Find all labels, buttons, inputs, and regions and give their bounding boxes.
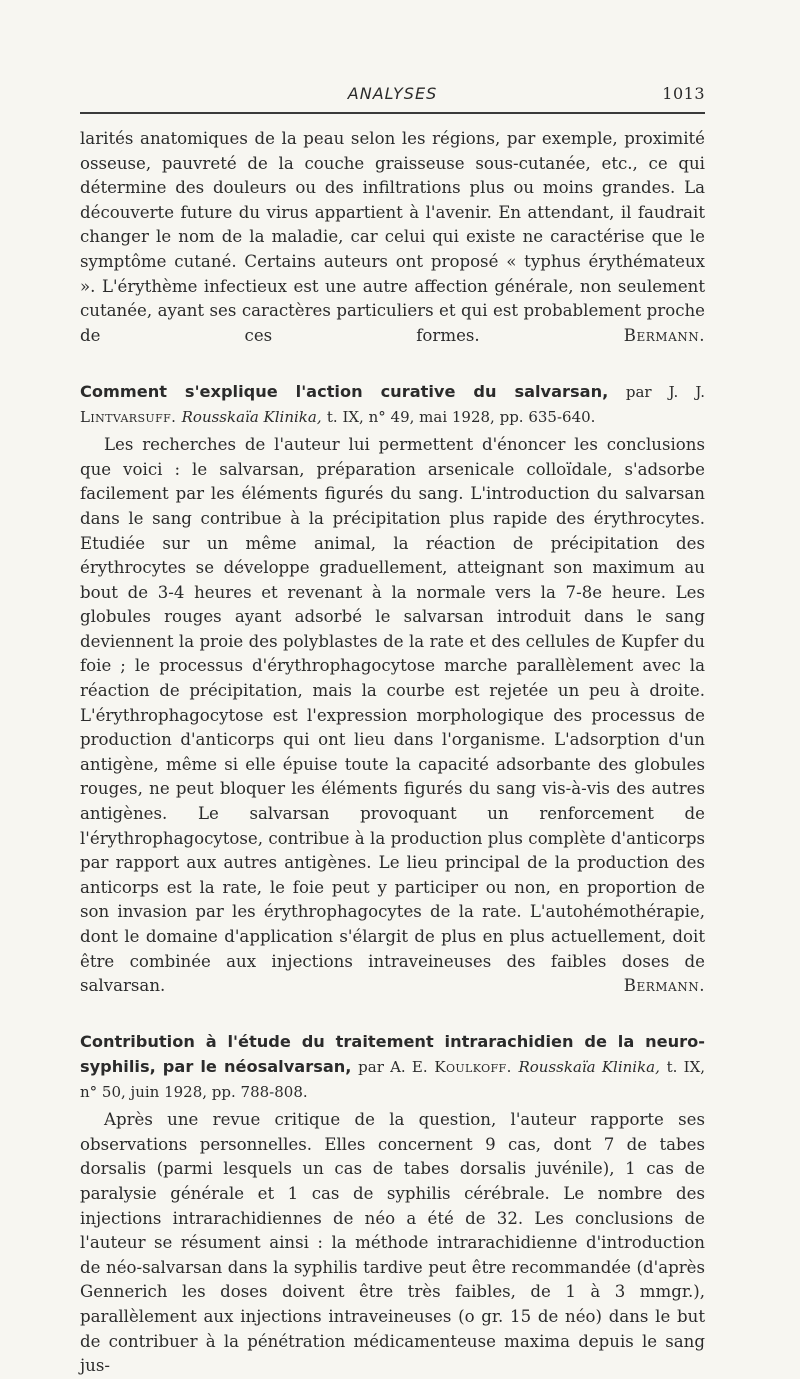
citation: t. IX, n° 50, juin 1928, pp. 788-808. xyxy=(80,1057,706,1101)
running-title: ANALYSES xyxy=(347,84,438,103)
journal-name: Rousskaïa Klinika, xyxy=(181,407,322,426)
citation: t. IX, n° 49, mai 1928, pp. 635-640. xyxy=(326,407,596,426)
author-prefix: par J. J. xyxy=(625,382,705,401)
author-name: Koulkoff. xyxy=(434,1057,512,1076)
page-body xyxy=(80,127,705,1379)
signature: Bermann. xyxy=(623,976,705,996)
journal-name: Rousskaïa Klinika, xyxy=(518,1057,660,1076)
article-heading xyxy=(80,380,705,429)
article-heading xyxy=(80,1030,705,1104)
article-title: Contribution à l'étude du traitement intrarachidien de la neuro-syphilis, par le néosalvarsan, xyxy=(80,1032,705,1076)
article-body: Les recherches de l'auteur lui permettent d'énoncer les conclusions que voici : le salvarsan, préparation arsenicale colloïdale, s'adsorbe facilement par les éléments figurés du sang. L'introduction du salvarsan dans le sang contribue à la précipitation plus rapide des érythrocytes. Etudiée sur un même animal, la réaction de précipitation des érythrocytes se développe graduellement, atteignant son maximum au bout de 3-4 heures et revenant à la normale vers la 7-8e heure. Les globules rouges ayant adsorbé le salvarsan introduit dans le sang deviennent la proie des polyblastes de la rate et des cellules de Kupfer du foie ; le processus d'érythrophagocytose marche parallèlement avec la réaction de précipitation, mais la courbe est rejetée un peu à droite. L'érythrophagocytose est l'expression morphologique des processus de production d'anticorps qui ont lieu dans l'organisme. L'adsorption d'un antigène, même si elle épuise toute la capacité adsorbante des globules rouges, ne peut bloquer les éléments figurés du sang vis-à-vis des autres antigènes. Le salvarsan provoquant un renforcement de l'érythrophagocytose, contribue à la production plus complète d'anticorps par rapport aux autres antigènes. Le lieu principal de la production des anticorps est la rate, le foie peut y participer ou non, en proportion de son invasion par les érythrophagocytes de la rate. L'autohémothérapie, dont le domaine d'application s'élargit de plus en plus actuellement, doit être combinée aux injections intraveineuses des faibles doses de salvarsan. xyxy=(80,435,705,996)
article-text xyxy=(80,1108,705,1379)
page-number: 1013 xyxy=(662,84,705,103)
article-continuation xyxy=(80,127,705,373)
article-body: Après une revue critique de la question, l'auteur rapporte ses observations personnelles. Elles concernent 9 cas, dont 7 de tabes dorsalis (parmi lesquels un cas de tabes dorsalis juvénile), 1 cas de paralysie générale et 1 cas de syphilis cérébrale. Le nombre des injections intrarachidiennes de néo a été de 32. Les conclusions de l'auteur se résument ainsi : la méthode intrarachidienne d'introduction de néo-salvarsan dans la syphilis tardive peut être recommandée (d'après Gennerich les doses doivent être très faibles, de 1 à 3 mmgr.), parallèlement aux injections intraveineuses (o gr. 15 de néo) dans le but de contribuer à la pénétration médicamenteuse maxima depuis le sang jus- xyxy=(80,1110,705,1376)
author-prefix: par A. E. xyxy=(358,1057,428,1076)
article-title: Comment s'explique l'action curative du salvarsan, xyxy=(80,381,609,401)
article-text xyxy=(80,433,705,1023)
author-name: Lintvarsuff. xyxy=(80,407,177,426)
continuation-text: larités anatomiques de la peau selon les régions, par exemple, proximité osseuse, pauvreté de la couche graisseuse sous-cutanée, etc., ce qui détermine des douleurs ou des infiltrations plus ou moins grandes. La découverte future du virus appartient à l'avenir. En attendant, il faudrait changer le nom de la maladie, car celui qui existe ne caractérise que le symptôme cutané. Certains auteurs ont proposé « typhus érythémateux ». L'érythème infectieux est une autre affection générale, non seulement cutanée, ayant ses caractères particuliers et qui est probablement proche de ces formes. xyxy=(80,129,705,345)
signature: Bermann. xyxy=(623,325,706,345)
page-header xyxy=(80,82,705,114)
